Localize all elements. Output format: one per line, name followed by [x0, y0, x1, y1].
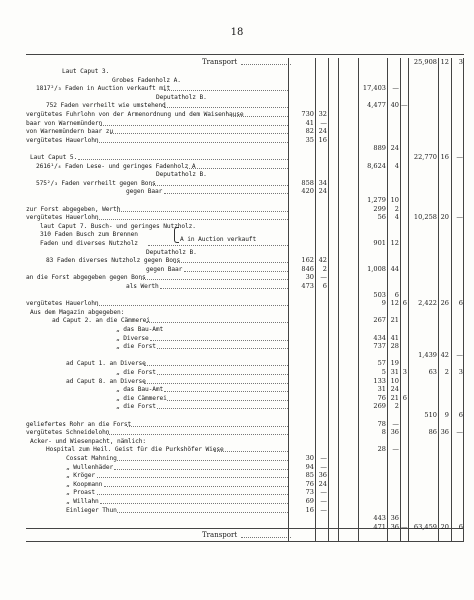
amount-c1: 846 — [301, 264, 314, 273]
row-label: Deputatholz B. — [156, 171, 207, 179]
amount-c2b: 4 — [394, 213, 399, 222]
leader-dots — [150, 340, 288, 341]
amount-c2b: — — [392, 419, 399, 428]
transport-top-total: 25,908 — [413, 58, 437, 66]
row-label: Cossat Mahning — [66, 455, 117, 462]
amount-c2b: 2 — [394, 402, 399, 411]
amount-c1b: 2 — [322, 264, 327, 273]
amount-c3c: 3 — [458, 368, 463, 376]
ledger-table — [26, 58, 464, 542]
row-label: Faden und diverses Nutzholz — [40, 240, 138, 247]
row-label: Grobes Fadenholz A. — [112, 76, 181, 84]
amount-c3: 2,422 — [418, 299, 437, 308]
leader-dots — [151, 185, 288, 186]
row-label: „ das Bau-Amt — [116, 326, 164, 333]
leader-dots — [97, 305, 288, 306]
leader-dots — [117, 211, 288, 212]
leader-dots — [97, 494, 288, 495]
amount-c3: 1,439 — [418, 350, 437, 359]
amount-c2: 57 — [377, 359, 386, 368]
leader-dots — [97, 219, 288, 220]
amount-c3b: 9 — [444, 411, 449, 419]
row-label: „ Proast — [66, 489, 96, 497]
leader-dots — [241, 64, 291, 65]
leader-dots — [164, 107, 288, 108]
amount-c2c: — — [401, 522, 408, 531]
amount-c2: 269 — [373, 402, 386, 411]
amount-c2: 5 — [381, 368, 386, 376]
row-label: geliefertes Rohr an die Forst — [26, 420, 132, 428]
amount-c1b: 32 — [318, 110, 327, 118]
row-label: „ Koopmann — [66, 480, 103, 488]
leader-dots — [144, 365, 288, 366]
amount-c1b: 6 — [322, 282, 327, 290]
amount-c2b: 21 — [390, 316, 399, 325]
row-label: zur Forst abgegeben, Werth — [26, 205, 121, 213]
amount-c2b: — — [392, 445, 399, 454]
row-label: „ die Forst — [116, 343, 156, 351]
leader-dots — [127, 426, 288, 427]
amount-c3b: 2 — [444, 368, 449, 376]
row-label: „ Willahn — [66, 498, 99, 505]
leader-dots — [164, 90, 288, 91]
amount-c1: 82 — [305, 127, 314, 136]
amount-c1b: — — [320, 454, 327, 462]
amount-c3b: 36 — [440, 428, 449, 437]
amount-c3b: 16 — [440, 153, 449, 161]
amount-c1: 473 — [301, 282, 314, 290]
amount-c2: 1,008 — [367, 264, 386, 273]
amount-c1: 69 — [305, 497, 314, 505]
amount-c1: 76 — [305, 479, 314, 488]
row-label: von Warnemündern baar zu — [26, 128, 114, 136]
transport-bottom-row — [26, 531, 464, 540]
amount-c2: 4,477 — [367, 101, 386, 110]
amount-c1: 730 — [301, 110, 314, 118]
amount-c1b: 16 — [318, 135, 327, 144]
amount-c2b: 36 — [390, 514, 399, 523]
leader-dots — [146, 322, 288, 323]
amount-c2: 889 — [373, 144, 386, 153]
leader-dots — [164, 193, 289, 194]
transport-top-pfennig: 3 — [458, 58, 463, 66]
amount-c2b: 44 — [390, 264, 399, 273]
amount-c1b: 34 — [318, 178, 327, 187]
amount-c3b: 26 — [440, 299, 449, 308]
leader-dots — [100, 503, 288, 504]
amount-c2: 901 — [373, 239, 386, 247]
leader-dots — [104, 486, 289, 487]
amount-c2: 17,403 — [362, 84, 386, 93]
amount-c2: 1,279 — [367, 196, 386, 204]
leader-dots — [184, 271, 289, 272]
leader-dots — [167, 400, 288, 401]
row-label: ad Caput 1. an Diverse — [66, 360, 146, 368]
amount-c2c: 6 — [402, 299, 407, 308]
amount-c1b: 36 — [318, 471, 327, 480]
leader-dots — [110, 133, 288, 134]
amount-c2: 434 — [373, 333, 386, 342]
amount-c2: 8 — [381, 428, 386, 437]
amount-c1: 73 — [305, 488, 314, 497]
row-label: Hospital zum Heil. Geist für die Purkshöfer Wiese — [46, 446, 224, 454]
leader-dots — [241, 537, 291, 538]
amount-c3: 86 — [428, 428, 437, 437]
amount-c2: 28 — [377, 445, 386, 454]
amount-c2b: 12 — [390, 239, 399, 247]
transport-top-row — [26, 58, 464, 67]
brace-label: A in Auction verkauft — [180, 236, 257, 243]
amount-c3c: — — [456, 428, 463, 437]
amount-c3: 63 — [428, 368, 437, 376]
amount-c2b: 10 — [390, 196, 399, 204]
amount-c3c: 6 — [458, 411, 463, 419]
leader-dots — [157, 374, 288, 375]
row-label: an die Forst abgegeben gegen Bons — [26, 274, 146, 282]
amount-c3c: — — [456, 213, 463, 222]
row-label: 575²/₃ Faden verrheilt gegen Bons — [36, 179, 156, 187]
amount-c3c: — — [456, 153, 463, 161]
row-label: Aus dem Magazin abgegeben: — [30, 308, 125, 316]
amount-c3b: 20 — [440, 522, 449, 531]
leader-dots — [148, 245, 288, 246]
amount-c3: 10,258 — [413, 213, 437, 222]
row-label: Einlieger Thun — [66, 506, 117, 514]
leader-dots — [78, 159, 288, 160]
row-label: ad Caput 2. an die Cämmerei — [52, 317, 150, 325]
amount-c2: 471 — [373, 522, 386, 531]
amount-c2b: 31 — [390, 368, 399, 376]
transport-top-label: Transport — [202, 58, 238, 66]
row-label: 752 Faden verrheilt wie umstehend — [46, 102, 166, 110]
row-label: ad Caput 8. an Diverse — [66, 377, 146, 385]
leader-dots — [97, 142, 288, 143]
row-label: „ die Forst — [116, 403, 156, 411]
row-label: baar von Warnemündern — [26, 119, 103, 127]
amount-c1b: — — [320, 505, 327, 514]
leader-dots — [107, 434, 288, 435]
row-label: gegen Baar — [126, 188, 163, 196]
amount-c3c: — — [456, 350, 463, 359]
leader-dots — [157, 348, 288, 349]
amount-c2b: 36 — [390, 428, 399, 437]
amount-c2: 31 — [377, 385, 386, 394]
leader-dots — [114, 469, 288, 470]
amount-c2b: 19 — [390, 359, 399, 368]
amount-c2: 9 — [381, 299, 386, 308]
amount-c2c: 6 — [402, 393, 407, 402]
row-label: vergütetes Hauerlohn — [26, 136, 99, 144]
amount-c3: 510 — [424, 411, 437, 419]
amount-c1b: — — [320, 462, 327, 471]
leader-dots — [117, 512, 288, 513]
amount-c1b: 24 — [318, 479, 327, 488]
amount-c1b: — — [320, 118, 327, 127]
amount-c1: 30 — [305, 454, 314, 462]
row-label: „ Diverse — [116, 334, 149, 342]
row-label: 2616¹/₄ Faden Lese- und geringes Fadenholz A — [36, 162, 196, 170]
amount-c1: 94 — [305, 462, 314, 471]
amount-c2b: 4 — [394, 161, 399, 170]
row-label: laut Caput 7. Busch- und geringes Nutzholz. — [40, 222, 196, 230]
page-number: 18 — [230, 27, 244, 38]
transport-bottom-label: Transport — [202, 531, 238, 539]
amount-c2b: 2 — [394, 204, 399, 213]
amount-c3: 63,459 — [413, 522, 437, 531]
leader-dots — [214, 451, 288, 452]
amount-c1b: — — [320, 488, 327, 497]
leader-dots — [164, 391, 288, 392]
row-label: vergütetes Fuhrlohn von der Armenordnung und dem Waisenhause — [26, 111, 244, 118]
amount-c1b: — — [320, 497, 327, 505]
amount-c3c: 6 — [458, 522, 463, 531]
leader-dots — [144, 383, 288, 384]
row-label: „ das Bau-Amt — [116, 386, 164, 394]
leader-dots — [174, 262, 288, 263]
amount-c2b: 36 — [390, 522, 399, 531]
amount-c1: 162 — [301, 256, 314, 265]
amount-c3: 22,770 — [413, 153, 437, 161]
leader-dots — [231, 116, 288, 117]
amount-c1: 16 — [305, 505, 314, 514]
row-label: gegen Baar — [146, 265, 183, 273]
row-label: 1817²/₃ Faden in Auction verkauft mit — [36, 85, 171, 93]
row-label: „ die Cämmerei — [116, 394, 167, 402]
leader-dots — [157, 408, 288, 409]
leader-dots — [160, 288, 288, 289]
amount-c3b: 20 — [440, 213, 449, 222]
row-label: „ die Forst — [116, 369, 156, 376]
amount-c2: 299 — [373, 204, 386, 213]
amount-c2b: 21 — [390, 393, 399, 402]
amount-c2b: — — [392, 84, 399, 93]
row-label: als Werth — [126, 283, 159, 290]
amount-c2b: 24 — [390, 385, 399, 394]
amount-c2b: 28 — [390, 342, 399, 351]
row-label: 83 Faden diverses Nutzholz gegen Bons — [46, 257, 181, 265]
amount-c2c: 3 — [402, 368, 407, 376]
amount-c2: 443 — [373, 514, 386, 523]
row-label: Laut Caput 5. — [30, 154, 78, 161]
leader-dots — [117, 460, 288, 461]
amount-c1: 41 — [305, 118, 314, 127]
row-label: vergütetes Schneidelohn — [26, 429, 110, 437]
amount-c3b: 42 — [440, 350, 449, 359]
amount-c2: 267 — [373, 316, 386, 325]
leader-dots — [141, 279, 288, 280]
amount-c1b: — — [320, 273, 327, 282]
row-label: „ Kröger — [66, 472, 96, 480]
amount-c2c: — — [401, 101, 408, 110]
amount-c2b: 40 — [390, 101, 399, 110]
amount-c2: 737 — [373, 342, 386, 351]
amount-c3c: 6 — [458, 299, 463, 308]
amount-c1b: 24 — [318, 127, 327, 136]
amount-c2b: 10 — [390, 376, 399, 385]
amount-c2b: 41 — [390, 333, 399, 342]
amount-c2: 76 — [377, 393, 386, 402]
amount-c2: 8,624 — [367, 161, 386, 170]
amount-c2b: 24 — [390, 144, 399, 153]
amount-c2b: 6 — [394, 290, 399, 299]
ledger-row — [26, 523, 464, 532]
amount-c1: 858 — [301, 178, 314, 187]
leader-dots — [100, 125, 288, 126]
amount-c1: 85 — [305, 471, 314, 480]
row-label: vergütetes Hauerlohn — [26, 300, 99, 308]
row-label: „ Wullenhäder — [66, 463, 114, 471]
row-label: Deputatholz B. — [156, 93, 207, 101]
row-label: Acker- und Wiesenpacht, nämlich: — [30, 437, 147, 445]
amount-c2: 56 — [377, 213, 386, 222]
amount-c2: 133 — [373, 376, 386, 385]
amount-c1b: 42 — [318, 256, 327, 265]
transport-top-groschen: 12 — [440, 58, 449, 66]
row-label: vergütetes Hauerlohn — [26, 214, 99, 222]
bottom-rule — [26, 541, 464, 542]
amount-c2: 78 — [377, 419, 386, 428]
amount-c1: 420 — [301, 187, 314, 196]
row-label: 310 Faden Busch zum Brennen — [40, 231, 138, 239]
leader-dots — [187, 168, 288, 169]
row-label: Laut Caput 3. — [62, 68, 110, 75]
amount-c2b: 12 — [390, 299, 399, 308]
amount-c2: 503 — [373, 290, 386, 299]
leader-dots — [97, 477, 288, 478]
amount-c1b: 24 — [318, 187, 327, 196]
top-rule — [26, 54, 464, 55]
row-label: Deputatholz B. — [146, 248, 197, 256]
amount-c1: 35 — [305, 135, 314, 144]
amount-c1: 30 — [305, 273, 314, 282]
